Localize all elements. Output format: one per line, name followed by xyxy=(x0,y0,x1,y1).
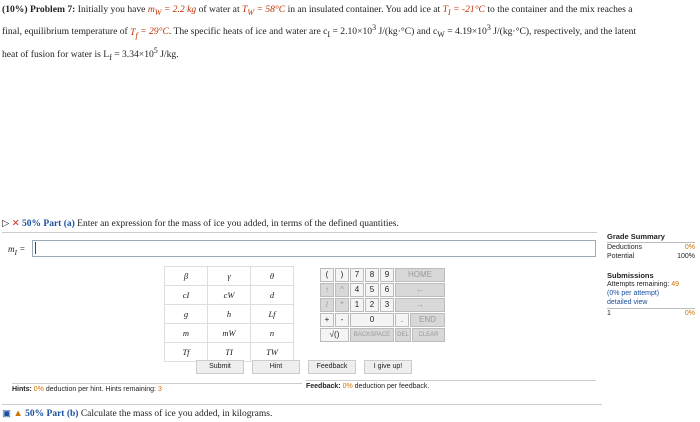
expand-arrow-icon[interactable]: ▷ xyxy=(2,219,10,229)
key-4[interactable]: 4 xyxy=(350,283,364,297)
warning-icon: ▲ xyxy=(13,409,23,419)
key-7[interactable]: 7 xyxy=(350,268,364,282)
var-n[interactable]: n xyxy=(251,324,294,343)
var-m[interactable]: m xyxy=(165,324,208,343)
var-lf[interactable]: Lf xyxy=(251,305,294,324)
key-multiply[interactable]: * xyxy=(335,298,349,312)
mw-value: = 2.2 kg xyxy=(163,4,197,15)
hint-button[interactable]: Hint xyxy=(252,360,300,374)
feedback-strip: Feedback: 0% deduction per feedback. xyxy=(306,380,596,390)
key-del[interactable]: DEL xyxy=(395,328,411,342)
key-end[interactable]: END xyxy=(410,313,445,327)
key-right[interactable]: → xyxy=(395,298,445,312)
var-h[interactable]: h xyxy=(208,305,251,324)
part-b-prompt: Calculate the mass of ice you added, in kilograms. xyxy=(80,409,273,419)
var-mw[interactable]: mW xyxy=(208,324,251,343)
part-a-prompt: Enter an expression for the mass of ice you added, in terms of the defined quantities. xyxy=(77,219,399,229)
part-a-header: ▷ ✕ 50% Part (a) Enter an expression for the mass of ice you added, in terms of the defined quantities. xyxy=(2,218,597,233)
var-tf[interactable]: Tf xyxy=(165,343,208,362)
var-beta[interactable]: β xyxy=(165,267,208,286)
key-minus[interactable]: - xyxy=(335,313,349,327)
problem-statement: (10%) Problem 7: Initially you have $m_W = 2.2$ kg of water at $T_W = 58^\circ C$ in an insulated container. You add ice at $T_I = -21^\circ C$ to the container and the mix reaches a final, equilibrium temperature of $T_f = 29^\circ C$. The specific heats of ice and water are $c_I = 2.10\times 10^3$ J/(kg·°C) and $c_W = 4.19\times 10^3$ J/(kg·°C), respectively, and the latent heat of fusion for water is $L_f = 3.34\times 10^5$ J/kg. xyxy=(2,4,637,63)
var-tw[interactable]: TW xyxy=(251,343,294,362)
key-1[interactable]: 1 xyxy=(350,298,364,312)
ti-value: = -21°C xyxy=(453,4,485,15)
var-ti[interactable]: TI xyxy=(208,343,251,362)
var-gamma[interactable]: γ xyxy=(208,267,251,286)
variable-table xyxy=(164,266,294,362)
var-d[interactable]: d xyxy=(251,286,294,305)
key-plus[interactable]: + xyxy=(320,313,334,327)
key-8[interactable]: 8 xyxy=(365,268,379,282)
submit-button[interactable]: Submit xyxy=(196,360,244,374)
key-5[interactable]: 5 xyxy=(365,283,379,297)
key-up[interactable]: ↑ xyxy=(320,283,334,297)
problem-text: Initially you have xyxy=(77,4,146,15)
var-g[interactable]: g xyxy=(165,305,208,324)
key-6[interactable]: 6 xyxy=(380,283,394,297)
key-close-paren[interactable]: ) xyxy=(335,268,349,282)
key-caret[interactable]: ^ xyxy=(335,283,349,297)
key-sqrt[interactable]: √() xyxy=(320,328,349,342)
detailed-view-link[interactable]: detailed view xyxy=(607,299,648,306)
key-left[interactable]: ← xyxy=(395,283,445,297)
key-0[interactable]: 0 xyxy=(350,313,394,327)
feedback-button[interactable]: Feedback xyxy=(308,360,356,374)
key-home[interactable]: HOME xyxy=(395,268,445,282)
key-9[interactable]: 9 xyxy=(380,268,394,282)
key-open-paren[interactable]: ( xyxy=(320,268,334,282)
var-theta[interactable]: θ xyxy=(251,267,294,286)
key-clear[interactable]: CLEAR xyxy=(412,328,445,342)
problem-label: (10%) Problem 7: xyxy=(2,4,76,15)
answer-label: $m_I$ = xyxy=(8,244,26,257)
hints-strip: Hints: 0% deduction per hint. Hints remaining: 3 xyxy=(12,383,302,393)
answer-input[interactable] xyxy=(32,240,596,257)
part-b-header: ▣ ▲ 50% Part (b) Calculate the mass of ice you added, in kilograms. xyxy=(2,404,602,419)
key-divide[interactable]: / xyxy=(320,298,334,312)
key-2[interactable]: 2 xyxy=(365,298,379,312)
grade-summary: Grade Summary Deductions 0% Potential 100% Submissions Attempts remaining: 49 (0% per attempt) detailed view 1 0% xyxy=(607,232,695,317)
part-b-icon: ▣ xyxy=(2,409,11,419)
var-ci[interactable]: cI xyxy=(165,286,208,305)
part-status-icon: ✕ xyxy=(11,219,20,229)
tf-value: = 29°C xyxy=(140,26,169,38)
var-cw[interactable]: cW xyxy=(208,286,251,305)
tw-value: = 58°C xyxy=(256,4,286,15)
give-up-button[interactable]: I give up! xyxy=(364,360,412,374)
key-dot[interactable]: . xyxy=(395,313,409,327)
key-backspace[interactable]: BACKSPACE xyxy=(350,328,394,342)
key-3[interactable]: 3 xyxy=(380,298,394,312)
